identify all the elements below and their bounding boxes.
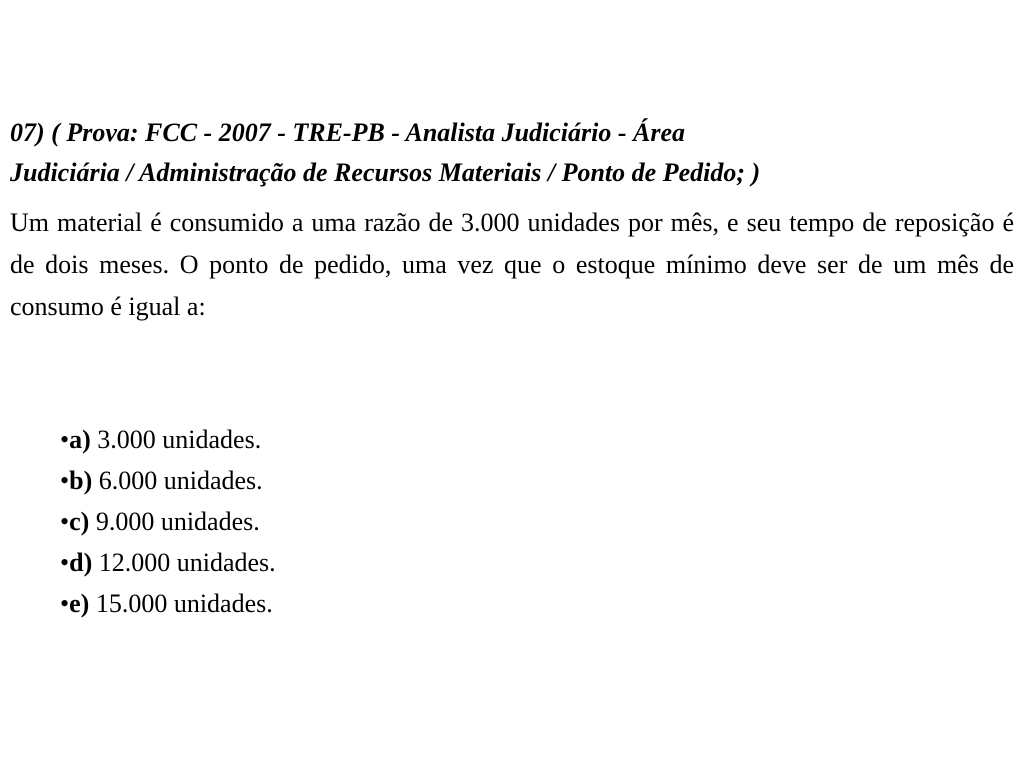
- answer-option-e[interactable]: [60, 583, 660, 624]
- answer-option-d[interactable]: [60, 542, 660, 583]
- question-heading-line: Judiciária / Administração de Recursos Materiais / Ponto de Pedido; ): [10, 158, 761, 187]
- question-statement: Um material é consumido a uma razão de 3.000 unidades por mês, e seu tempo de reposição é de dois meses. O ponto de pedido, uma vez que o estoque mínimo deve ser de um mês de consumo é igual a:: [10, 208, 1014, 321]
- answer-options: [60, 419, 660, 624]
- option-text: 9.000 unidades.: [89, 507, 260, 536]
- option-letter: c): [69, 507, 90, 536]
- option-text: 12.000 unidades.: [92, 548, 276, 577]
- option-letter: b): [69, 466, 93, 495]
- option-letter: d): [69, 548, 93, 577]
- question-heading-line: 07) ( Prova: FCC - 2007 - TRE-PB - Analista Judiciário - Área: [10, 118, 686, 147]
- option-letter: e): [69, 589, 90, 618]
- answer-option-c[interactable]: [60, 501, 660, 542]
- bullet-icon: •: [60, 425, 70, 454]
- option-text: 6.000 unidades.: [92, 466, 263, 495]
- question-heading: [10, 113, 1010, 193]
- option-text: 3.000 unidades.: [90, 425, 262, 454]
- bullet-icon: •: [60, 589, 70, 618]
- bullet-icon: •: [60, 466, 70, 495]
- answer-option-b[interactable]: [60, 460, 660, 501]
- answer-option-a[interactable]: [60, 419, 660, 460]
- option-text: 15.000 unidades.: [89, 589, 273, 618]
- bullet-icon: •: [60, 507, 70, 536]
- bullet-icon: •: [60, 548, 70, 577]
- option-letter: a): [69, 425, 91, 454]
